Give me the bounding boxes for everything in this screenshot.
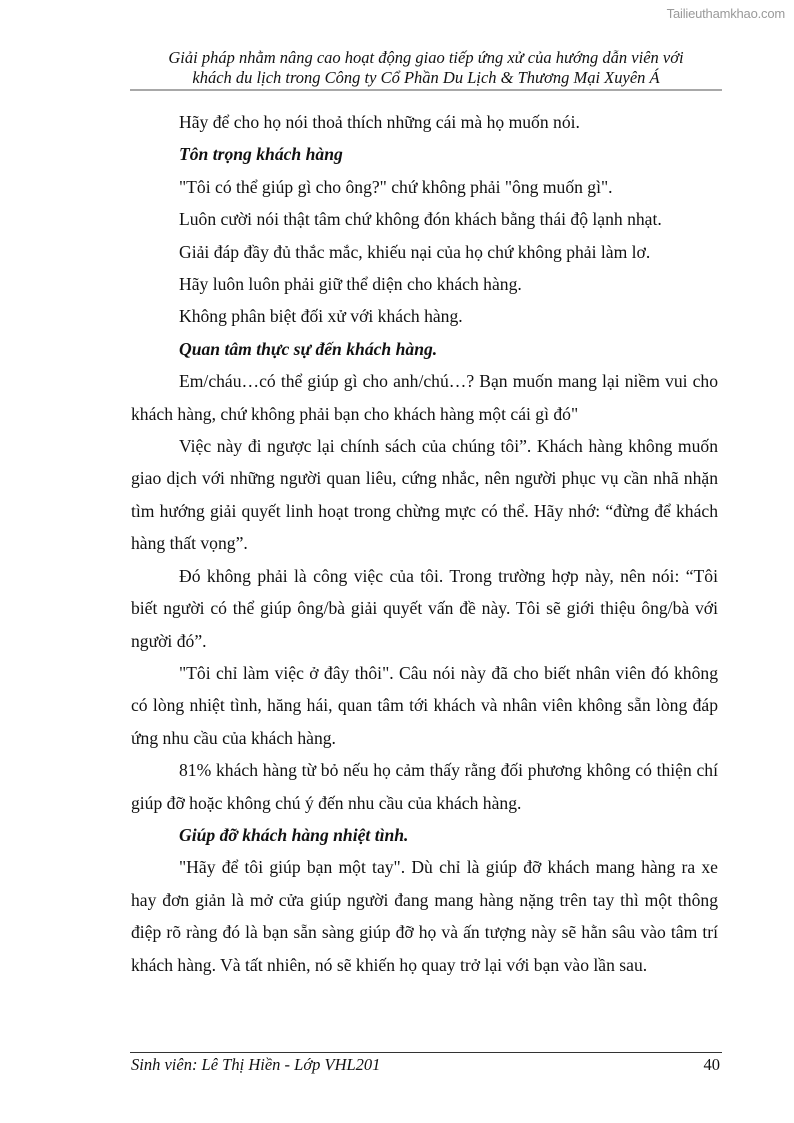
header-divider <box>130 89 722 91</box>
section-heading: Giúp đỡ khách hàng nhiệt tình. <box>179 824 409 845</box>
paragraph: Luôn cười nói thật tâm chứ không đón khách bằng thái độ lạnh nhạt. <box>179 209 662 230</box>
paragraph: 81% khách hàng từ bỏ nếu họ cảm thấy rằng đối phương không có thiện chí giúp đỡ hoặc không chú ý đến nhu cầu của khách hàng. <box>131 760 718 813</box>
page-number: 40 <box>703 1055 720 1074</box>
section-heading: Tôn trọng khách hàng <box>179 144 343 165</box>
watermark: Tailieuthamkhao.com <box>666 6 785 21</box>
page-body <box>131 106 718 981</box>
running-header <box>130 48 722 88</box>
paragraph: Giải đáp đầy đủ thắc mắc, khiếu nại của họ chứ không phải làm lơ. <box>179 241 651 262</box>
header-line-2: khách du lịch trong Công ty Cổ Phần Du Lịch & Thương Mại Xuyên Á <box>192 68 660 87</box>
paragraph: Hãy luôn luôn phải giữ thể diện cho khách hàng. <box>179 274 522 295</box>
header-line-1: Giải pháp nhằm nâng cao hoạt động giao tiếp ứng xử của hướng dẫn viên với <box>168 48 684 67</box>
paragraph: Không phân biệt đối xử với khách hàng. <box>179 306 463 327</box>
footer-divider <box>130 1052 722 1053</box>
paragraph: "Tôi chỉ làm việc ở đây thôi". Câu nói này đã cho biết nhân viên đó không có lòng nhiệt tình, hăng hái, quan tâm tới khách và nhân viên không sẵn lòng đáp ứng nhu cầu của khách hàng. <box>131 662 718 748</box>
paragraph: Em/cháu…có thể giúp gì cho anh/chú…? Bạn muốn mang lại niềm vui cho khách hàng, chứ không phải bạn cho khách hàng một cái gì đó" <box>131 371 718 424</box>
paragraph: Đó không phải là công việc của tôi. Trong trường hợp này, nên nói: “Tôi biết người có thể giúp ông/bà giải quyết vấn đề này. Tôi sẽ giới thiệu ông/bà với người đó”. <box>131 565 718 651</box>
paragraph: Hãy để cho họ nói thoả thích những cái mà họ muốn nói. <box>179 112 580 132</box>
paragraph: Việc này đi ngược lại chính sách của chúng tôi”. Khách hàng không muốn giao dịch với những người quan liêu, cứng nhắc, nên người phục vụ cần nhã nhặn tìm hướng giải quyết linh hoạt trong chừng mực có thể. Hãy nhớ: “đừng để khách hàng thất vọng”. <box>131 436 718 554</box>
footer-student: Sinh viên: Lê Thị Hiền - Lớp VHL201 <box>131 1055 381 1074</box>
section-heading: Quan tâm thực sự đến khách hàng. <box>179 338 438 359</box>
paragraph: "Tôi có thể giúp gì cho ông?" chứ không phải "ông muốn gì". <box>179 176 613 197</box>
paragraph: "Hãy để tôi giúp bạn một tay". Dù chỉ là giúp đỡ khách mang hàng ra xe hay đơn giản là mở cửa giúp người đang mang hàng nặng trên tay thì một thông điệp rõ ràng đó là bạn sẵn sàng giúp đỡ họ và ấn tượng này sẽ hằn sâu vào tâm trí khách hàng. Và tất nhiên, nó sẽ khiến họ quay trở lại với bạn vào lần sau. <box>131 857 718 975</box>
